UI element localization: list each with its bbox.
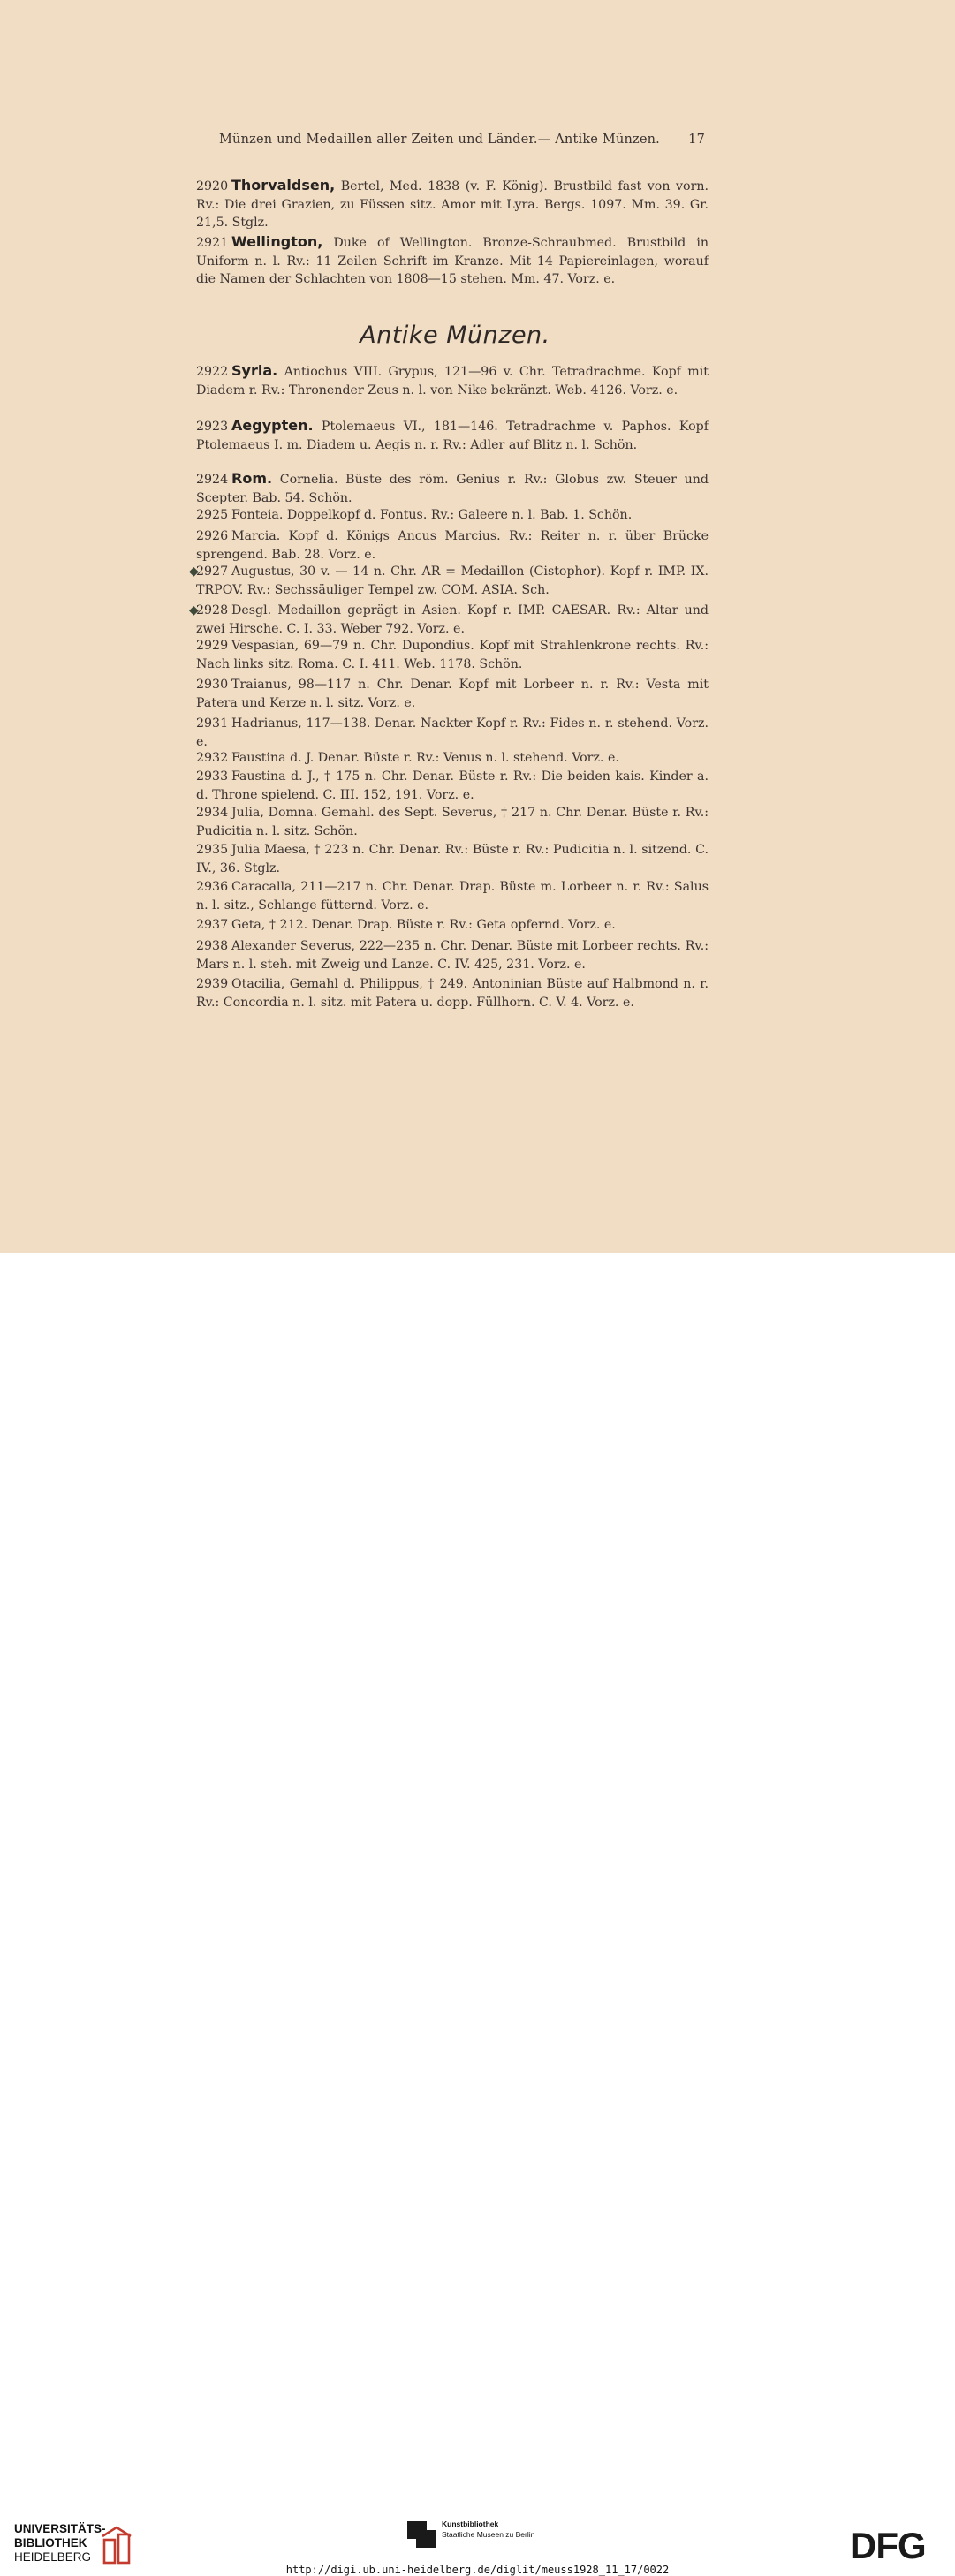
lot-description: Duke of Wellington. Bronze-Schraubmed. Brustbild in Uniform n. l. Rv.: 11 Zeilen Schrift im Kranze. Mit 14 Papiereinlagen, worauf die Namen der Schlachten von 1808—15 stehen. Mm. 47. Vorz. e. xyxy=(196,236,709,287)
lot-heading: Aegypten. xyxy=(231,417,314,434)
lot-number: 2925 xyxy=(196,508,229,522)
lot-description: Marcia. Kopf d. Königs Ancus Marcius. Rv.: Reiter n. r. über Brücke sprengend. Bab. 28. Vorz. e. xyxy=(196,529,709,562)
lot-number: 2933 xyxy=(196,769,229,784)
lot-number: 2929 xyxy=(196,639,229,653)
catalog-entry xyxy=(196,749,709,768)
lot-number: 2935 xyxy=(196,843,229,857)
dfg-logo: DFG xyxy=(850,2525,926,2566)
lot-heading: Syria. xyxy=(231,362,278,379)
catalog-entry xyxy=(196,417,709,454)
lot-number: 2931 xyxy=(196,716,229,731)
catalog-entry xyxy=(196,916,709,935)
lot-number: 2934 xyxy=(196,806,229,820)
catalog-entry xyxy=(196,177,709,232)
diamond-marker-icon: ◆ xyxy=(189,564,199,579)
lot-description: Cornelia. Büste des röm. Genius r. Rv.: Globus zw. Steuer und Scepter. Bab. 54. Schön. xyxy=(196,473,709,505)
kb-line-1: Kunstbibliothek xyxy=(442,2519,499,2528)
lot-number: 2937 xyxy=(196,918,229,932)
university-library-text xyxy=(14,2522,106,2565)
permalink-url[interactable]: http://digi.ub.uni-heidelberg.de/diglit/meuss1928_11_17/0022 xyxy=(285,2564,670,2576)
diamond-marker-icon: ◆ xyxy=(189,603,199,617)
lot-number: 2928 xyxy=(196,603,229,617)
catalog-entry xyxy=(196,362,709,399)
lot-number: 2923 xyxy=(196,420,229,434)
running-header xyxy=(219,133,705,147)
scanned-page xyxy=(0,0,955,1253)
catalog-entry xyxy=(189,602,709,638)
page-number: 17 xyxy=(688,133,705,147)
catalog-entry xyxy=(189,563,709,599)
catalog-entry xyxy=(196,233,709,289)
kunstbibliothek-text xyxy=(442,2519,534,2540)
lot-description: Fonteia. Doppelkopf d. Fontus. Rv.: Galeere n. l. Bab. 1. Schön. xyxy=(231,508,633,522)
catalog-entry xyxy=(196,937,709,974)
lot-heading: Wellington, xyxy=(231,233,323,250)
catalog-entry xyxy=(196,768,709,804)
lot-description: Faustina d. J., † 175 n. Chr. Denar. Büste r. Rv.: Die beiden kais. Kinder a. d. Throne spielend. C. III. 152, 191. Vorz. e. xyxy=(196,769,709,802)
lot-description: Caracalla, 211—217 n. Chr. Denar. Drap. Büste m. Lorbeer n. r. Rv.: Salus n. l. sitz., Schlange fütternd. Vorz. e. xyxy=(196,880,709,913)
lot-number: 2921 xyxy=(196,236,229,250)
running-title: Münzen und Medaillen aller Zeiten und Länder.— Antike Münzen. xyxy=(219,133,660,147)
catalog-entry xyxy=(196,506,709,525)
section-title: Antike Münzen. xyxy=(360,322,550,349)
catalog-entry xyxy=(196,804,709,840)
catalog-entry xyxy=(196,975,709,1011)
lot-description: Vespasian, 69—79 n. Chr. Dupondius. Kopf mit Strahlenkrone rechts. Rv.: Nach links sitz. Roma. C. I. 411. Web. 1178. Schön. xyxy=(196,639,709,671)
kb-line-2: Staatliche Museen zu Berlin xyxy=(442,2530,535,2539)
lot-heading: Rom. xyxy=(231,470,273,487)
lot-number: 2927 xyxy=(196,564,229,579)
lot-heading: Thorvaldsen, xyxy=(231,177,336,193)
footer xyxy=(0,1253,955,2576)
ub-line-2: BIBLIOTHEK xyxy=(14,2536,87,2549)
ub-line-1: UNIVERSITÄTS- xyxy=(14,2522,106,2535)
lot-number: 2939 xyxy=(196,977,229,991)
lot-description: Bertel, Med. 1838 (v. F. König). Brustbild fast von vorn. Rv.: Die drei Grazien, zu Füssen sitz. Amor mit Lyra. Bergs. 1097. Mm. 39. Gr. 21,5. Stglz. xyxy=(196,179,709,231)
catalog-entry xyxy=(196,841,709,877)
lot-description: Hadrianus, 117—138. Denar. Nackter Kopf r. Rv.: Fides n. r. stehend. Vorz. e. xyxy=(196,716,709,749)
lot-number: 2938 xyxy=(196,939,229,953)
catalog-entry xyxy=(196,637,709,673)
lot-number: 2936 xyxy=(196,880,229,894)
lot-description: Antiochus VIII. Grypus, 121—96 v. Chr. Tetradrachme. Kopf mit Diadem r. Rv.: Thronender Zeus n. l. von Nike bekränzt. Web. 4126. Vorz. e. xyxy=(196,365,709,398)
lot-description: Faustina d. J. Denar. Büste r. Rv.: Venus n. l. stehend. Vorz. e. xyxy=(231,751,619,765)
lot-description: Augustus, 30 v. — 14 n. Chr. AR = Medaillon (Cistophor). Kopf r. IMP. IX. TRPOV. Rv.: Sechssäuliger Tempel zw. COM. ASIA. Sch. xyxy=(196,564,709,597)
catalog-entry xyxy=(196,676,709,712)
catalog-entry xyxy=(196,527,709,564)
lot-description: Geta, † 212. Denar. Drap. Büste r. Rv.: Geta opfernd. Vorz. e. xyxy=(231,918,616,932)
lot-description: Alexander Severus, 222—235 n. Chr. Denar. Büste mit Lorbeer rechts. Rv.: Mars n. l. steh. mit Zweig und Lanze. C. IV. 425, 231. Vorz. e. xyxy=(196,939,709,972)
lot-number: 2920 xyxy=(196,179,229,193)
lot-number: 2932 xyxy=(196,751,229,765)
catalog-entry xyxy=(196,715,709,751)
lot-description: Desgl. Medaillon geprägt in Asien. Kopf r. IMP. CAESAR. Rv.: Altar und zwei Hirsche. C. I. 33. Weber 792. Vorz. e. xyxy=(196,603,709,636)
lot-description: Julia, Domna. Gemahl. des Sept. Severus, † 217 n. Chr. Denar. Büste r. Rv.: Pudicitia n. l. sitz. Schön. xyxy=(196,806,709,838)
catalog-entry xyxy=(196,878,709,914)
lot-number: 2924 xyxy=(196,473,229,487)
lot-description: Julia Maesa, † 223 n. Chr. Denar. Rv.: Büste r. Rv.: Pudicitia n. l. sitzend. C. IV., 36. Stglz. xyxy=(196,843,709,875)
catalog-entry xyxy=(196,470,709,507)
lot-number: 2930 xyxy=(196,678,229,692)
lot-description: Otacilia, Gemahl d. Philippus, † 249. Antoninian Büste auf Halbmond n. r. Rv.: Concordia n. l. sitz. mit Patera u. dopp. Füllhorn. C. V. 4. Vorz. e. xyxy=(196,977,709,1010)
lot-number: 2922 xyxy=(196,365,229,379)
lot-description: Ptolemaeus VI., 181—146. Tetradrachme v. Paphos. Kopf Ptolemaeus I. m. Diadem u. Aegis n. r. Rv.: Adler auf Blitz n. l. Schön. xyxy=(196,420,709,452)
ub-line-3: HEIDELBERG xyxy=(14,2550,92,2564)
lot-number: 2926 xyxy=(196,529,229,543)
lot-description: Traianus, 98—117 n. Chr. Denar. Kopf mit Lorbeer n. r. Rv.: Vesta mit Patera und Kerze n. l. sitz. Vorz. e. xyxy=(196,678,709,710)
kunstbibliothek-logo-icon xyxy=(407,2521,436,2548)
